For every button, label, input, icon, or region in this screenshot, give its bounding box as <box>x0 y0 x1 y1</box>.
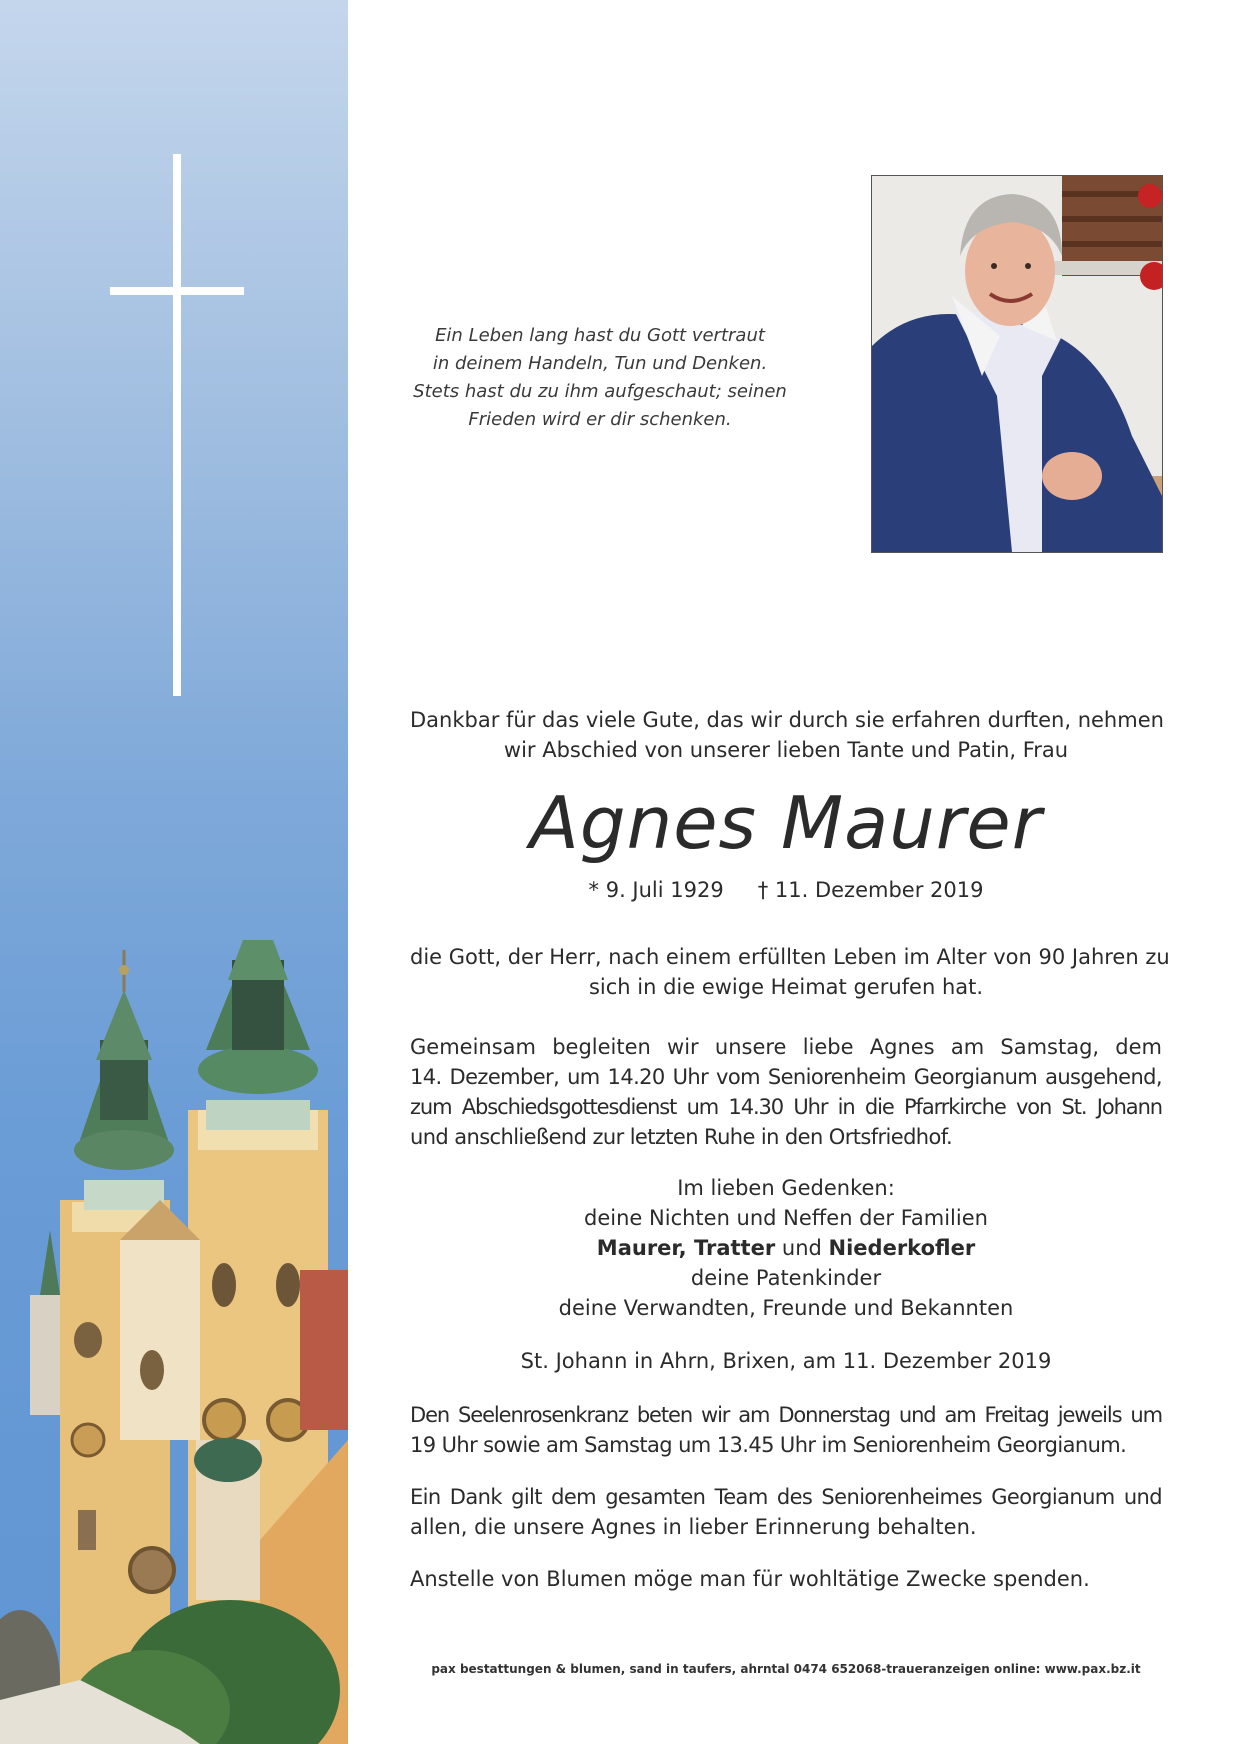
passing-line: die Gott, der Herr, nach einem erfüllten Leben im Alter von 90 Jahren zu <box>410 945 1170 969</box>
rosary-line: Den Seelenrosenkranz beten wir am Donnerstag und am Freitag jeweils um <box>410 1403 1162 1427</box>
mourners-families <box>410 1233 1162 1263</box>
funeral-line: zum Abschiedsgottesdienst um 14.30 Uhr in die Pfarrkirche von St. Johann <box>410 1095 1162 1119</box>
funeral-line: und anschließend zur letzten Ruhe in den Ortsfriedhof. <box>410 1125 953 1149</box>
passing-text <box>410 942 1170 1002</box>
thanks-line: Ein Dank gilt dem gesamten Team des Seniorenheimes Georgianum und <box>410 1485 1162 1509</box>
thanks-text <box>410 1482 1162 1542</box>
funeral-line: 14. Dezember, um 14.20 Uhr vom Seniorenheim Georgianum ausgehend, <box>410 1065 1162 1089</box>
verse-line: Frieden wird er dir schenken. <box>468 409 732 430</box>
mourners-line: deine Patenkinder <box>690 1266 882 1290</box>
family-names: Maurer, Tratter <box>596 1236 776 1260</box>
rosary-text <box>410 1400 1162 1460</box>
mourners-line: deine Nichten und Neffen der Familien <box>584 1206 988 1230</box>
memorial-verse <box>380 322 820 434</box>
place-date-line: St. Johann in Ahrn, Brixen, am 11. Dezember 2019 <box>520 1349 1052 1373</box>
family-name: Niederkofler <box>828 1236 976 1260</box>
passing-line: sich in die ewige Heimat gerufen hat. <box>588 975 984 999</box>
rosary-line: 19 Uhr sowie am Samstag um 13.45 Uhr im Seniorenheim Georgianum. <box>410 1433 1127 1457</box>
intro-line: Dankbar für das viele Gute, das wir durch sie erfahren durften, nehmen <box>410 708 1164 732</box>
cross-icon-vertical <box>173 154 181 696</box>
mourners-line: deine Verwandten, Freunde und Bekannten <box>558 1296 1014 1320</box>
intro-text <box>410 705 1162 765</box>
verse-line: in deinem Handeln, Tun und Denken. <box>432 353 768 374</box>
intro-line: wir Abschied von unserer lieben Tante und Patin, Frau <box>503 738 1069 762</box>
funeral-line: Gemeinsam begleiten wir unsere liebe Agnes am Samstag, dem <box>410 1035 1162 1059</box>
thanks-line: allen, die unsere Agnes in lieber Erinnerung behalten. <box>410 1515 977 1539</box>
donation-text <box>410 1564 1162 1594</box>
family-connector: und <box>781 1236 822 1260</box>
cathedral-image <box>0 940 348 1744</box>
life-dates <box>410 878 1162 902</box>
place-date <box>410 1346 1162 1376</box>
funeral-details <box>410 1032 1162 1152</box>
mourners-list <box>410 1173 1162 1323</box>
verse-line: Ein Leben lang hast du Gott vertraut <box>435 325 765 346</box>
death-date: † 11. Dezember 2019 <box>757 878 984 902</box>
donation-line: Anstelle von Blumen möge man für wohltätige Zwecke spenden. <box>410 1567 1090 1591</box>
portrait-photo <box>871 175 1163 553</box>
cross-icon-horizontal <box>110 287 244 295</box>
verse-line: Stets hast du zu ihm aufgeschaut; seinen <box>413 381 787 402</box>
decorative-side-panel <box>0 0 348 1744</box>
mourners-heading: Im lieben Gedenken: <box>677 1176 895 1200</box>
birth-date: * 9. Juli 1929 <box>588 878 724 902</box>
footer-contact: pax bestattungen & blumen, sand in taufers, ahrntal 0474 652068-traueranzeigen online: www.pax.bz.it <box>431 1662 1141 1676</box>
deceased-name: Agnes Maurer <box>529 781 1043 865</box>
